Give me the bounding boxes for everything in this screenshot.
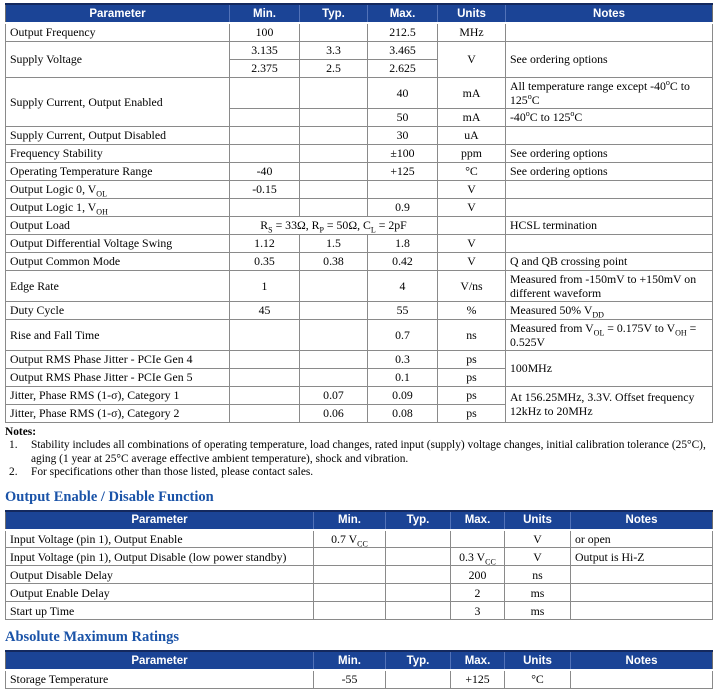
max-cell: 0.1 (368, 368, 438, 386)
min-cell (230, 77, 300, 108)
header-row (6, 511, 713, 530)
max-cell: 30 (368, 126, 438, 144)
col-header-typ: Typ. (386, 651, 451, 670)
col-header-notes: Notes (506, 4, 713, 23)
col-header-parameter: Parameter (6, 4, 230, 23)
typ-cell (300, 319, 368, 350)
note-item-2 (5, 466, 712, 480)
max-cell: 3 (451, 602, 505, 620)
max-cell: 2 (451, 584, 505, 602)
max-cell: 0.09 (368, 386, 438, 404)
max-cell: 0.9 (368, 198, 438, 216)
max-cell: +125 (451, 670, 505, 688)
param-cell: Output Common Mode (6, 252, 230, 270)
notes-cell: Measured from -150mV to +150mV on different waveform (506, 270, 713, 301)
units-cell: °C (505, 670, 571, 688)
min-cell (314, 566, 386, 584)
min-cell (230, 368, 300, 386)
notes-cell: -40$^o$C to 125$^o$C (506, 108, 713, 126)
max-cell: 40 (368, 77, 438, 108)
typ-cell (386, 670, 451, 688)
typ-cell: 3.3 (300, 41, 368, 59)
electrical-characteristics-table (5, 3, 713, 423)
param-cell: Operating Temperature Range (6, 162, 230, 180)
min-cell: 1.12 (230, 234, 300, 252)
table-row-operating-temperature (6, 162, 713, 180)
min-cell: 0.35 (230, 252, 300, 270)
table-row-output-enable-delay (6, 584, 713, 602)
typ-cell (300, 77, 368, 108)
notes-cell: See ordering options (506, 144, 713, 162)
typ-cell (300, 108, 368, 126)
table-row-storage-temperature (6, 670, 713, 688)
min-cell: -40 (230, 162, 300, 180)
col-header-min: Min. (230, 4, 300, 23)
units-cell: V/ns (438, 270, 506, 301)
min-cell: 0.7 $V_{CC}$ (314, 530, 386, 548)
col-header-max: Max. (451, 651, 505, 670)
max-cell: 50 (368, 108, 438, 126)
units-cell: V (438, 41, 506, 77)
typ-cell (300, 198, 368, 216)
notes-cell (506, 23, 713, 41)
param-cell: Supply Voltage (6, 41, 230, 77)
notes-cell (506, 180, 713, 198)
units-cell: ps (438, 404, 506, 422)
col-header-notes: Notes (571, 511, 713, 530)
units-cell: ms (505, 584, 571, 602)
typ-cell: 0.06 (300, 404, 368, 422)
col-header-min: Min. (314, 651, 386, 670)
min-cell: -55 (314, 670, 386, 688)
absolute-maximum-ratings-table (5, 650, 713, 689)
min-cell: 45 (230, 301, 300, 319)
param-cell: Output Logic 0, $V_{OL}$ (6, 180, 230, 198)
units-cell: uA (438, 126, 506, 144)
notes-cell: At 156.25MHz, 3.3V. Offset frequency 12kHz to 20MHz (506, 386, 713, 422)
min-cell (230, 126, 300, 144)
typ-cell: 1.5 (300, 234, 368, 252)
param-cell: Start up Time (6, 602, 314, 620)
note-text: Stability includes all combinations of operating temperature, load changes, rated input (supply) voltage changes, initial calibration tolerance (25°C), aging (1 year at 25°C average effective ambient temperature), shock and vibration. (31, 439, 706, 465)
table-row-start-up-time (6, 602, 713, 620)
table-row-output-frequency (6, 23, 713, 41)
min-cell (230, 108, 300, 126)
notes-cell (506, 126, 713, 144)
typ-cell (386, 530, 451, 548)
min-cell: 2.375 (230, 59, 300, 77)
table-row-input-voltage-enable (6, 530, 713, 548)
notes-cell: or open (571, 530, 713, 548)
max-cell: 0.42 (368, 252, 438, 270)
col-header-max: Max. (368, 4, 438, 23)
param-cell: Output RMS Phase Jitter - PCIe Gen 5 (6, 368, 230, 386)
col-header-min: Min. (314, 511, 386, 530)
max-cell: 212.5 (368, 23, 438, 41)
max-cell: 0.3 (368, 350, 438, 368)
typ-cell (300, 162, 368, 180)
table-row-edge-rate (6, 270, 713, 301)
table-row-duty-cycle (6, 301, 713, 319)
min-cell (230, 198, 300, 216)
typ-cell (386, 566, 451, 584)
units-cell: V (505, 530, 571, 548)
table-row-common-mode (6, 252, 713, 270)
min-cell: 3.135 (230, 41, 300, 59)
units-cell (438, 216, 506, 234)
param-cell: Output Frequency (6, 23, 230, 41)
notes-cell: Output is Hi-Z (571, 548, 713, 566)
max-cell: ±100 (368, 144, 438, 162)
notes-cell (571, 584, 713, 602)
table-row-output-load (6, 216, 713, 234)
col-header-parameter: Parameter (6, 651, 314, 670)
table-row-jitter-category-1 (6, 386, 713, 404)
col-header-units: Units (505, 651, 571, 670)
notes-cell: Measured from $V_{OL} = 0.175V$ to $V_{OH} = 0.525V$ (506, 319, 713, 350)
typ-cell (300, 368, 368, 386)
typ-cell (386, 584, 451, 602)
table-row-output-disable-delay (6, 566, 713, 584)
output-enable-disable-table (5, 510, 713, 621)
notes-cell: All temperature range except -40$^o$C to 125$^o$C (506, 77, 713, 108)
note-text: For specifications other than those listed, please contact sales. (31, 466, 314, 478)
param-cell: Output Enable Delay (6, 584, 314, 602)
header-row (6, 651, 713, 670)
table-row-pcie-gen4-jitter (6, 350, 713, 368)
table-row-supply-current-enabled-a (6, 77, 713, 108)
notes-cell: 100MHz (506, 350, 713, 386)
notes-cell: HCSL termination (506, 216, 713, 234)
param-cell: Rise and Fall Time (6, 319, 230, 350)
col-header-max: Max. (451, 511, 505, 530)
load-conditions-cell: $R_S = 33\Omega$, $R_P = 50\Omega$, $C_L = 2pF$ (230, 216, 438, 234)
max-cell (451, 530, 505, 548)
typ-cell: 0.07 (300, 386, 368, 404)
notes-cell: See ordering options (506, 162, 713, 180)
table-row-frequency-stability (6, 144, 713, 162)
col-header-units: Units (505, 511, 571, 530)
min-cell (230, 144, 300, 162)
min-cell (230, 386, 300, 404)
note-number: 2. (9, 466, 18, 478)
units-cell: V (438, 234, 506, 252)
min-cell: 1 (230, 270, 300, 301)
min-cell: -0.15 (230, 180, 300, 198)
table-row-input-voltage-disable (6, 548, 713, 566)
param-cell: Output Differential Voltage Swing (6, 234, 230, 252)
typ-cell (386, 602, 451, 620)
param-cell: Storage Temperature (6, 670, 314, 688)
notes-block (5, 426, 712, 480)
notes-cell (571, 670, 713, 688)
min-cell (314, 602, 386, 620)
units-cell: ps (438, 386, 506, 404)
min-cell: 100 (230, 23, 300, 41)
max-cell: 1.8 (368, 234, 438, 252)
notes-cell (506, 198, 713, 216)
units-cell: ps (438, 350, 506, 368)
param-cell: Output RMS Phase Jitter - PCIe Gen 4 (6, 350, 230, 368)
typ-cell: 2.5 (300, 59, 368, 77)
notes-cell: Q and QB crossing point (506, 252, 713, 270)
typ-cell (300, 126, 368, 144)
param-cell: Input Voltage (pin 1), Output Disable (low power standby) (6, 548, 314, 566)
param-cell: Supply Current, Output Disabled (6, 126, 230, 144)
table-row-rise-fall-time (6, 319, 713, 350)
col-header-units: Units (438, 4, 506, 23)
col-header-notes: Notes (571, 651, 713, 670)
max-cell: 4 (368, 270, 438, 301)
units-cell: % (438, 301, 506, 319)
units-cell: V (438, 180, 506, 198)
max-cell: 2.625 (368, 59, 438, 77)
typ-cell (300, 301, 368, 319)
notes-cell (506, 234, 713, 252)
table-row-supply-voltage-3v3 (6, 41, 713, 59)
param-cell: Frequency Stability (6, 144, 230, 162)
max-cell: +125 (368, 162, 438, 180)
units-cell: MHz (438, 23, 506, 41)
typ-cell (300, 144, 368, 162)
param-cell: Input Voltage (pin 1), Output Enable (6, 530, 314, 548)
param-cell: Duty Cycle (6, 301, 230, 319)
notes-cell (571, 566, 713, 584)
units-cell: mA (438, 77, 506, 108)
param-cell: Edge Rate (6, 270, 230, 301)
header-row (6, 4, 713, 23)
notes-cell: Measured 50% $V_{DD}$ (506, 301, 713, 319)
min-cell (314, 548, 386, 566)
table-row-output-logic-1 (6, 198, 713, 216)
units-cell: mA (438, 108, 506, 126)
typ-cell: 0.38 (300, 252, 368, 270)
max-cell: 3.465 (368, 41, 438, 59)
section-title-output-enable-disable: Output Enable / Disable Function (5, 488, 214, 505)
param-cell: Output Load (6, 216, 230, 234)
col-header-typ: Typ. (300, 4, 368, 23)
max-cell: 0.08 (368, 404, 438, 422)
units-cell: ps (438, 368, 506, 386)
min-cell (314, 584, 386, 602)
max-cell (368, 180, 438, 198)
units-cell: V (438, 198, 506, 216)
units-cell: V (438, 252, 506, 270)
section-title-absolute-maximum-ratings: Absolute Maximum Ratings (5, 629, 180, 645)
max-cell: 55 (368, 301, 438, 319)
min-cell (230, 404, 300, 422)
typ-cell (386, 548, 451, 566)
param-cell: Output Logic 1, $V_{OH}$ (6, 198, 230, 216)
table-row-differential-swing (6, 234, 713, 252)
table-row-output-logic-0 (6, 180, 713, 198)
units-cell: ms (505, 602, 571, 620)
units-cell: ns (505, 566, 571, 584)
max-cell: 200 (451, 566, 505, 584)
units-cell: ns (438, 319, 506, 350)
table-row-supply-current-disabled (6, 126, 713, 144)
min-cell (230, 350, 300, 368)
notes-title: Notes: (5, 425, 36, 438)
col-header-parameter: Parameter (6, 511, 314, 530)
typ-cell (300, 350, 368, 368)
typ-cell (300, 180, 368, 198)
col-header-typ: Typ. (386, 511, 451, 530)
param-cell: Output Disable Delay (6, 566, 314, 584)
units-cell: V (505, 548, 571, 566)
notes-cell: See ordering options (506, 41, 713, 77)
typ-cell (300, 270, 368, 301)
note-item-1 (5, 439, 712, 466)
min-cell (230, 319, 300, 350)
notes-cell (571, 602, 713, 620)
units-cell: ppm (438, 144, 506, 162)
max-cell: 0.3 $V_{CC}$ (451, 548, 505, 566)
max-cell: 0.7 (368, 319, 438, 350)
param-cell: Jitter, Phase RMS (1-σ), Category 2 (6, 404, 230, 422)
typ-cell (300, 23, 368, 41)
param-cell: Supply Current, Output Enabled (6, 77, 230, 126)
param-cell: Jitter, Phase RMS (1-σ), Category 1 (6, 386, 230, 404)
note-number: 1. (9, 439, 18, 451)
units-cell: °C (438, 162, 506, 180)
